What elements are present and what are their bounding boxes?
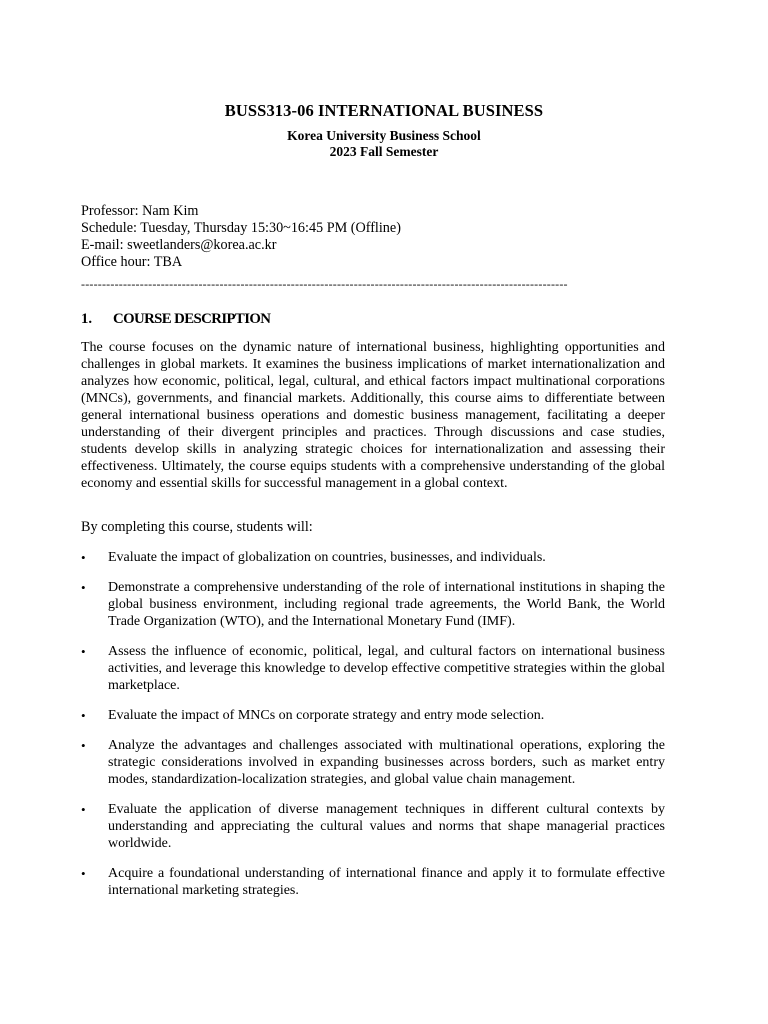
section-heading	[81, 311, 270, 328]
outcome-text: Evaluate the impact of MNCs on corporate strategy and entry mode selection.	[108, 708, 545, 723]
outcome-text: Demonstrate a comprehensive understanding of the role of international institutions in shaping the global business environment, including regional trade agreements, the World Bank, the World Trade Organization (WTO), and the International Monetary Fund (IMF).	[108, 580, 665, 629]
bullet-icon: •	[81, 550, 86, 565]
section-number: 1.	[81, 311, 93, 327]
course-info-block	[81, 203, 401, 271]
outcome-text: Acquire a foundational understanding of international finance and apply it to formulate effective international marketing strategies.	[108, 866, 665, 898]
course-description: The course focuses on the dynamic nature of international business, highlighting opportunities and challenges in global markets. It examines the business implications of market internationalization and analyzes how economic, political, legal, cultural, and ethical factors impact multinational corporations (MNCs), governments, and financial markets. Additionally, this course aims to differentiate between general international business operations and domestic business management, facilitating a deeper understanding of their divergent principles and practices. Through discussions and case studies, students develop skills in analyzing strategic choices for internationalization and assessing their effectiveness. Ultimately, the course equips students with a comprehensive understanding of the global economy and essential skills for successful management in a global context.	[81, 340, 665, 491]
school-name: Korea University Business School	[287, 128, 481, 143]
bullet-icon: •	[81, 644, 86, 659]
outcomes-list	[81, 549, 665, 912]
outcomes-intro: By completing this course, students will:	[81, 519, 313, 535]
bullet-icon: •	[81, 866, 86, 881]
schedule-line: Schedule: Tuesday, Thursday 15:30~16:45 PM (Offline)	[81, 220, 401, 236]
list-item	[81, 643, 665, 694]
bullet-icon: •	[81, 580, 86, 595]
section-title: COURSE DESCRIPTION	[113, 311, 271, 327]
outcome-text: Analyze the advantages and challenges associated with multinational operations, exploring the strategic considerations involved in expanding businesses across borders, such as market entry modes, standardization-localization strategies, and global value chain management.	[108, 738, 665, 787]
list-item	[81, 801, 665, 852]
list-item	[81, 707, 665, 724]
professor-line: Professor: Nam Kim	[81, 203, 199, 219]
course-title: BUSS313-06 INTERNATIONAL BUSINESS	[224, 101, 544, 120]
outcome-text: Assess the influence of economic, political, legal, and cultural factors on international business activities, and leverage this knowledge to develop effective competitive strategies within the global marketplace.	[108, 644, 665, 693]
semester-label: 2023 Fall Semester	[329, 144, 439, 159]
office-hour-line: Office hour: TBA	[81, 254, 183, 270]
list-item	[81, 737, 665, 788]
bullet-icon: •	[81, 708, 86, 723]
email-line: E-mail: sweetlanders@korea.ac.kr	[81, 237, 277, 253]
list-item	[81, 579, 665, 630]
list-item	[81, 549, 665, 566]
dashed-divider: --------------------------------------------------------------------------------------------------------------------	[81, 277, 568, 291]
bullet-icon: •	[81, 738, 86, 753]
bullet-icon: •	[81, 802, 86, 817]
outcome-text: Evaluate the impact of globalization on countries, businesses, and individuals.	[108, 550, 546, 565]
list-item	[81, 865, 665, 899]
outcome-text: Evaluate the application of diverse management techniques in different cultural contexts by understanding and appreciating the cultural values and norms that shape managerial practices worldwide.	[108, 802, 665, 851]
